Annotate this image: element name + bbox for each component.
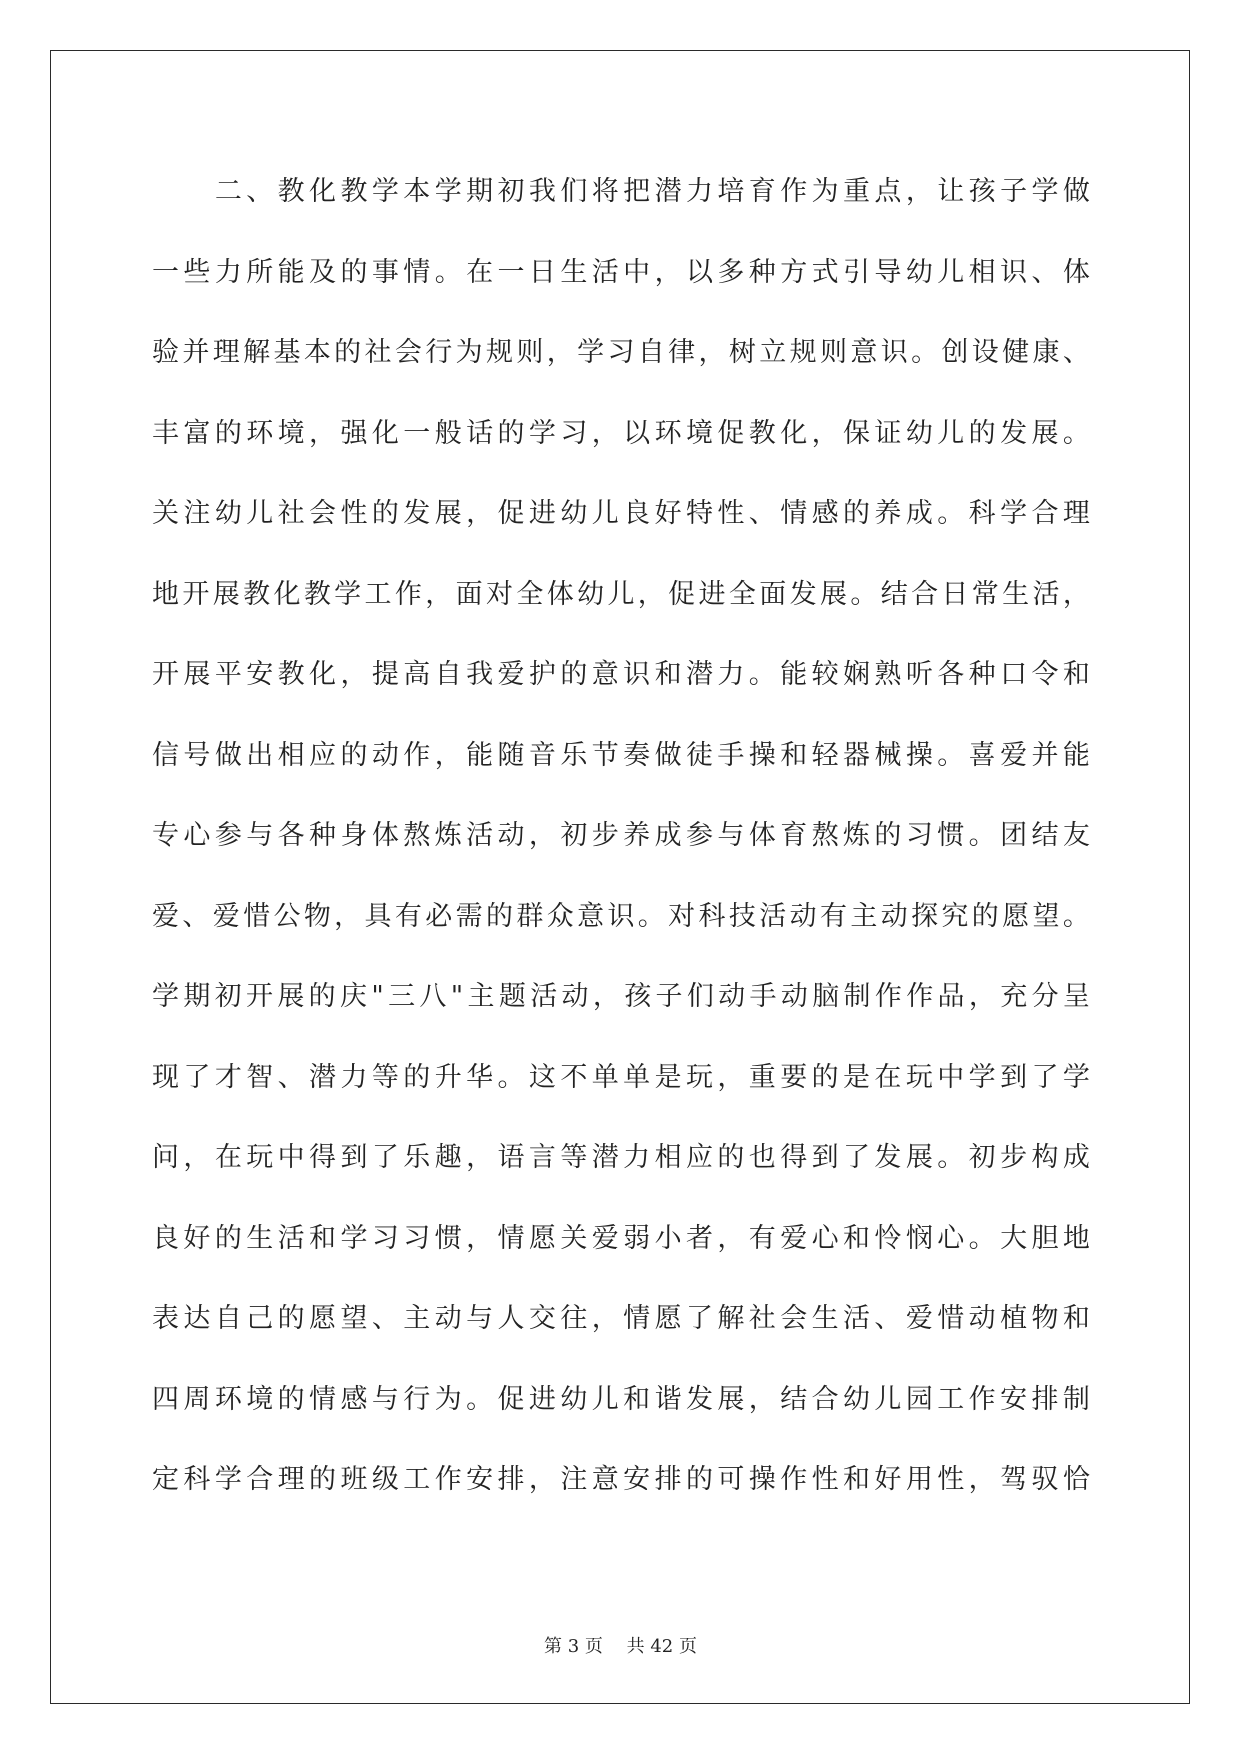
text-line: 开展平安教化，提高自我爱护的意识和潜力。能较娴熟听各种口令和 — [152, 659, 1092, 690]
text-line: 专心参与各种身体熬炼活动，初步养成参与体育熬炼的习惯。团结友 — [152, 820, 1092, 851]
text-line: 爱、爱惜公物，具有必需的群众意识。对科技活动有主动探究的愿望。 — [152, 900, 1092, 932]
text-line: 四周环境的情感与行为。促进幼儿和谐发展，结合幼儿园工作安排制 — [152, 1383, 1092, 1415]
text-line: 良好的生活和学习习惯，情愿关爱弱小者，有爱心和怜悯心。大胆地 — [152, 1222, 1092, 1254]
text-line: 地开展教化教学工作，面对全体幼儿，促进全面发展。结合日常生活， — [152, 578, 1092, 610]
text-line: 表达自己的愿望、主动与人交往，情愿了解社会生活、爱惜动植物和 — [152, 1303, 1092, 1334]
text-line: 信号做出相应的动作，能随音乐节奏做徒手操和轻器械操。喜爱并能 — [152, 739, 1092, 771]
text-line: 一些力所能及的事情。在一日生活中，以多种方式引导幼儿相识、体 — [152, 256, 1092, 288]
text-line: 丰富的环境，强化一般话的学习，以环境促教化，保证幼儿的发展。 — [152, 417, 1092, 449]
text-line: 验并理解基本的社会行为规则，学习自律，树立规则意识。创设健康、 — [152, 337, 1092, 368]
text-line: 现了才智、潜力等的升华。这不单单是玩，重要的是在玩中学到了学 — [152, 1061, 1092, 1093]
text-line: 二、教化教学本学期初我们将把潜力培育作为重点，让孩子学做 — [152, 176, 1092, 207]
document-body — [152, 163, 1092, 1532]
text-line: 问，在玩中得到了乐趣，语言等潜力相应的也得到了发展。初步构成 — [152, 1142, 1092, 1173]
text-line: 学期初开展的庆"三八"主题活动，孩子们动手动脑制作作品，充分呈 — [152, 981, 1092, 1012]
page-number: 第 3 页 共 42 页 — [544, 1636, 697, 1657]
text-line: 定科学合理的班级工作安排，注意安排的可操作性和好用性，驾驭恰 — [152, 1464, 1092, 1495]
text-line: 关注幼儿社会性的发展，促进幼儿良好特性、情感的养成。科学合理 — [152, 498, 1092, 529]
